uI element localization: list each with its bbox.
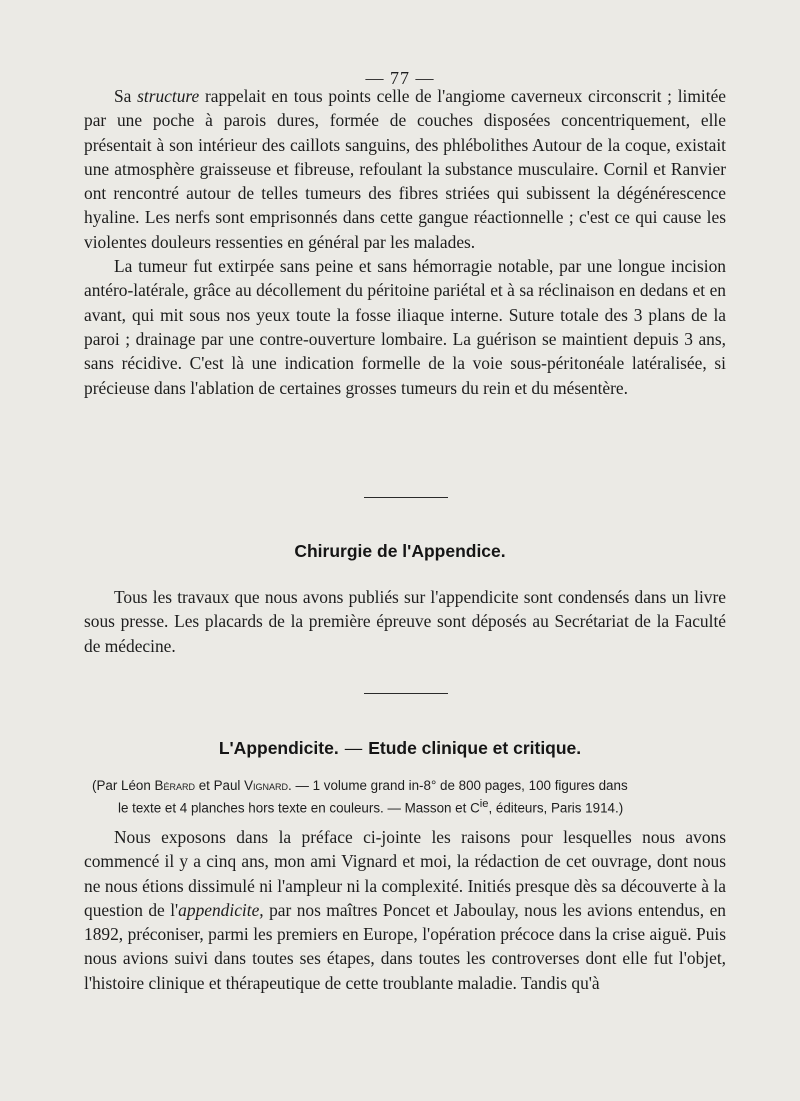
citation-text: le texte et 4 planches hors texte en couleurs. — Masson et C [118, 800, 480, 816]
citation-author-vignard: Vignard [244, 778, 289, 793]
heading-chirurgie-appendice: Chirurgie de l'Appendice. [294, 541, 506, 561]
paragraph-tumeur: La tumeur fut extirpée sans peine et sans hémorragie notable, par une longue incision antéro-latérale, grâce au décollement du péritoine pariétal et à sa réclinaison en dedans et en avant, qui mit sous nos yeux toute la fosse iliaque interne. Suture totale des 3 plans de la paroi ; drainage par une contre-ouverture lombaire. La guérison se maintient depuis 3 ans, sans récidive. C'est là une indication formelle de la voie sous-péritonéale latéralisée, si précieuse dans l'ablation de certaines grosses tumeurs du rein et du mésentère. [84, 256, 726, 398]
section-divider [364, 497, 448, 498]
page-number: — 77 — [365, 68, 435, 88]
paragraph-text: Sa [114, 86, 138, 106]
citation-author-berard: Bérard [154, 778, 195, 793]
heading-subtitle: Etude clinique et critique. [368, 738, 582, 758]
citation-superscript: ie [479, 798, 489, 810]
paragraph-structure [84, 84, 726, 254]
heading-appendicite [0, 738, 800, 759]
italic-term-appendicite: appendicite, [178, 899, 264, 920]
paragraph-travaux: Tous les travaux que nous avons publiés sur l'appendicite sont condensés dans un livre sous presse. Les placards de la première épreuve sont déposés au Secrétariat de la Faculté de médecine. [84, 587, 726, 656]
paragraph-preface [84, 825, 726, 995]
citation-text: et Paul [194, 778, 245, 793]
citation-line-1 [92, 778, 628, 793]
citation-text: (Par Léon [92, 778, 155, 793]
citation-text: . — 1 volume grand in-8° de 800 pages, 100 figures dans [288, 778, 628, 793]
citation-text: , éditeurs, Paris 1914.) [488, 800, 624, 816]
paragraph-text: rappelait en tous points celle de l'angiome caverneux circonscrit ; limitée par une poche à parois dures, formée de couches disposées concentriquement, elle présentait à son intérieur des caillots sanguins, des phlébolithes Autour de la coque, existait une atmosphère graisseuse et fibreuse, refoulant la substance musculaire. Cornil et Ranvier ont rencontré autour de telles tumeurs des fibres striées qui subissent la dégénérescence hyaline. Les nerfs sont emprisonnés dans cette gangue réactionnelle ; c'est ce qui cause les violentes douleurs ressenties en général par les malades. [84, 86, 727, 252]
section-appendicite-text [84, 825, 726, 995]
heading-title: L'Appendicite. [218, 738, 339, 758]
section-divider [364, 693, 448, 694]
paragraph-text: Nous exposons dans la préface ci-jointe les raisons pour lesquelles nous avons commencé il y a cinq ans, mon ami Vignard et moi, la rédaction de cet ouvrage, dont nous ne nous étions dissimulé ni l'ampleur ni la complexité. Initiés presque dès sa découverte à la question de l' [84, 827, 726, 920]
book-citation [92, 776, 732, 817]
citation-line-2 [92, 795, 732, 817]
section-angiome-text [84, 84, 726, 400]
paragraph-text: par nos maîtres Poncet et Jaboulay, nous les avions entendus, en 1892, préconiser, parmi les premiers en Europe, l'opération précoce dans la crise aiguë. Puis nous avions suivi dans toutes ses étapes, dans toutes les controverses dont elle fut l'objet, l'histoire clinique et thérapeutique de cette troublante maladie. Tandis qu'à [84, 899, 726, 993]
italic-term-structure: structure [137, 86, 200, 106]
heading-separator: — [344, 738, 363, 758]
section-appendice-text [84, 585, 726, 658]
